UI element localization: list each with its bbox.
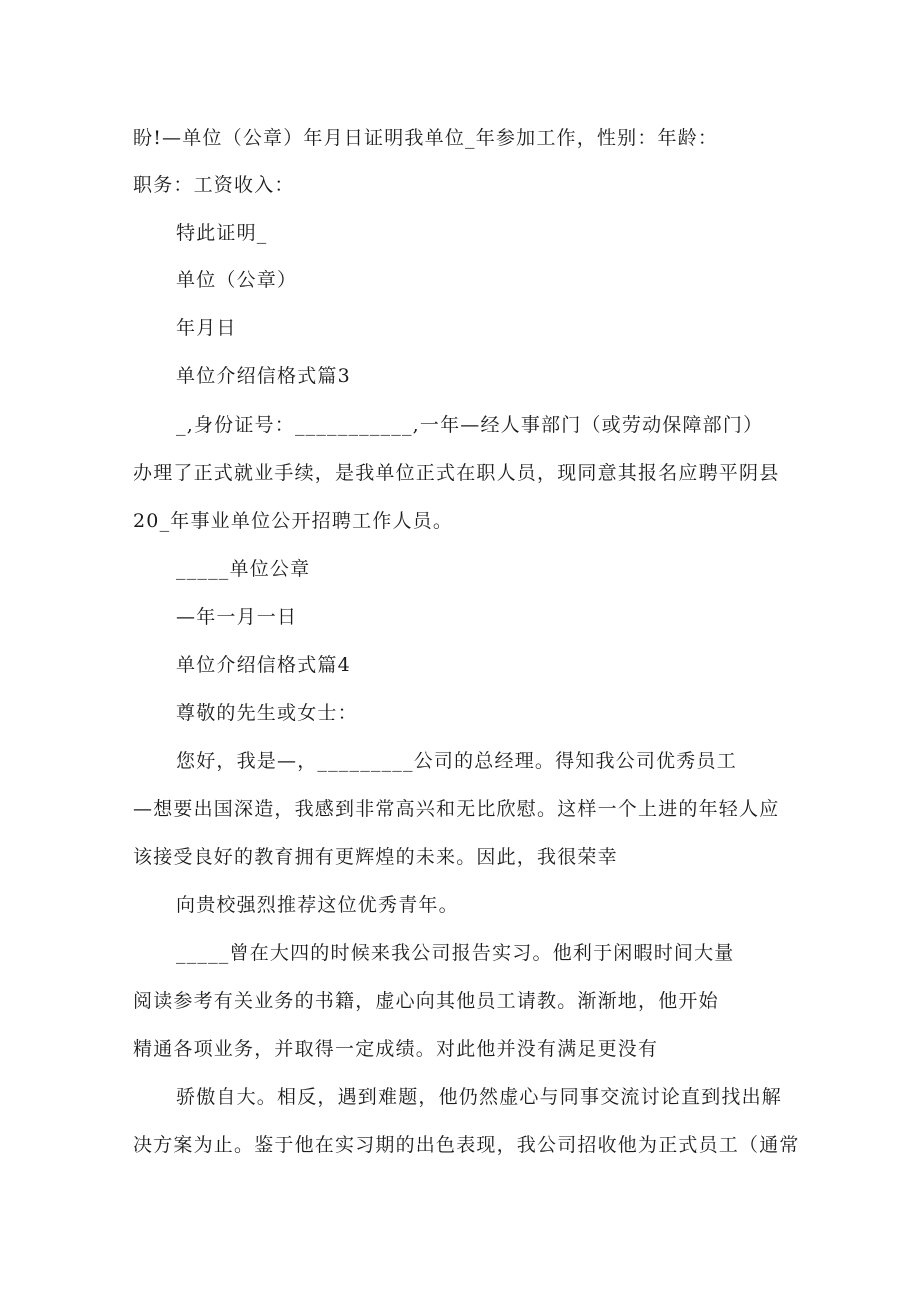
text-line: 向贵校强烈推荐这位优秀青年。 xyxy=(176,894,459,916)
text-line: 盼!—单位（公章）年月日证明我单位_年参加工作，性别：年龄： xyxy=(133,127,719,149)
text-line: —年一月一日 xyxy=(176,606,298,628)
section-heading: 单位介绍信格式篇4 xyxy=(176,654,351,676)
text-line: 特此证明_ xyxy=(176,222,268,244)
text-line: _,身份证号：___________,一年—经人事部门（或劳动保障部门） xyxy=(176,414,764,436)
text-line: 该接受良好的教育拥有更辉煌的未来。因此，我很荣幸 xyxy=(133,846,618,868)
text-line: _____曾在大四的时候来我公司报告实习。他利于闲暇时间大量 xyxy=(176,942,735,964)
text-line: 阅读参考有关业务的书籍，虚心向其他员工请教。渐渐地，他开始 xyxy=(133,990,719,1012)
text-line: _____单位公章 xyxy=(176,558,311,580)
text-line: 决方案为止。鉴于他在实习期的出色表现，我公司招收他为正式员工（通常 xyxy=(133,1134,800,1156)
text-line: 骄傲自大。相反，遇到难题，他仍然虚心与同事交流讨论直到找出解 xyxy=(176,1086,783,1108)
text-line: 精通各项业务，并取得一定成绩。对此他并没有满足更没有 xyxy=(133,1038,659,1060)
text-line: 您好，我是—，_________公司的总经理。得知我公司优秀员工 xyxy=(176,750,737,772)
text-line: 尊敬的先生或女士： xyxy=(176,702,358,724)
text-line: 职务：工资收入： xyxy=(133,174,295,196)
section-heading: 单位介绍信格式篇3 xyxy=(176,365,351,387)
text-line: 20_年事业单位公开招聘工作人员。 xyxy=(133,510,454,532)
text-line: 年月日 xyxy=(176,317,237,339)
text-line: 办理了正式就业手续，是我单位正式在职人员，现同意其报名应聘平阴县 xyxy=(133,462,780,484)
text-line: —想要出国深造，我感到非常高兴和无比欣慰。这样一个上进的年轻人应 xyxy=(133,798,780,820)
text-line: 单位（公章） xyxy=(176,269,298,291)
